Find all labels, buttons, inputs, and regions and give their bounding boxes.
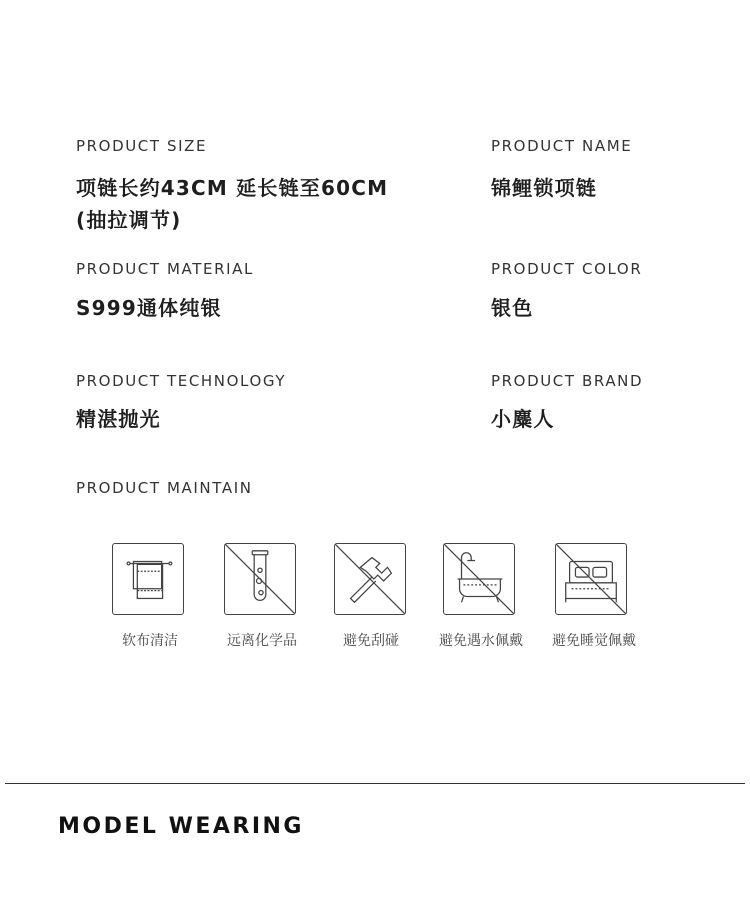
product-name-label: PRODUCT NAME xyxy=(491,137,633,155)
product-material-value: S999通体纯银 xyxy=(76,296,222,320)
product-brand-label: PRODUCT BRAND xyxy=(491,372,644,390)
product-technology-value: 精湛抛光 xyxy=(76,407,161,431)
product-brand-value: 小麋人 xyxy=(491,407,555,431)
product-size-value-line1: 项链长约43CM 延长链至60CM xyxy=(76,176,389,200)
product-name-value: 锦鲤锁项链 xyxy=(491,176,597,200)
maintain-caption-chemicals: 远离化学品 xyxy=(227,633,297,649)
hammer-icon xyxy=(334,543,406,615)
product-size-label: PRODUCT SIZE xyxy=(76,137,208,155)
product-material-label: PRODUCT MATERIAL xyxy=(76,260,254,278)
maintain-caption-sleep: 避免睡觉佩戴 xyxy=(552,633,636,649)
bathtub-icon xyxy=(443,543,515,615)
test-tube-icon xyxy=(224,543,296,615)
section-divider xyxy=(5,783,745,784)
maintain-caption-water: 避免遇水佩戴 xyxy=(439,633,523,649)
product-maintain-label: PRODUCT MAINTAIN xyxy=(76,479,253,497)
towel-icon xyxy=(112,543,184,615)
maintain-caption-towel: 软布清洁 xyxy=(122,633,178,649)
bed-icon xyxy=(555,543,627,615)
product-color-value: 银色 xyxy=(491,296,534,320)
model-wearing-title: MODEL WEARING xyxy=(58,814,304,839)
product-color-label: PRODUCT COLOR xyxy=(491,260,643,278)
product-technology-label: PRODUCT TECHNOLOGY xyxy=(76,372,287,390)
product-size-value-line2: (抽拉调节) xyxy=(76,208,182,232)
maintain-caption-scratch: 避免刮碰 xyxy=(343,633,399,649)
